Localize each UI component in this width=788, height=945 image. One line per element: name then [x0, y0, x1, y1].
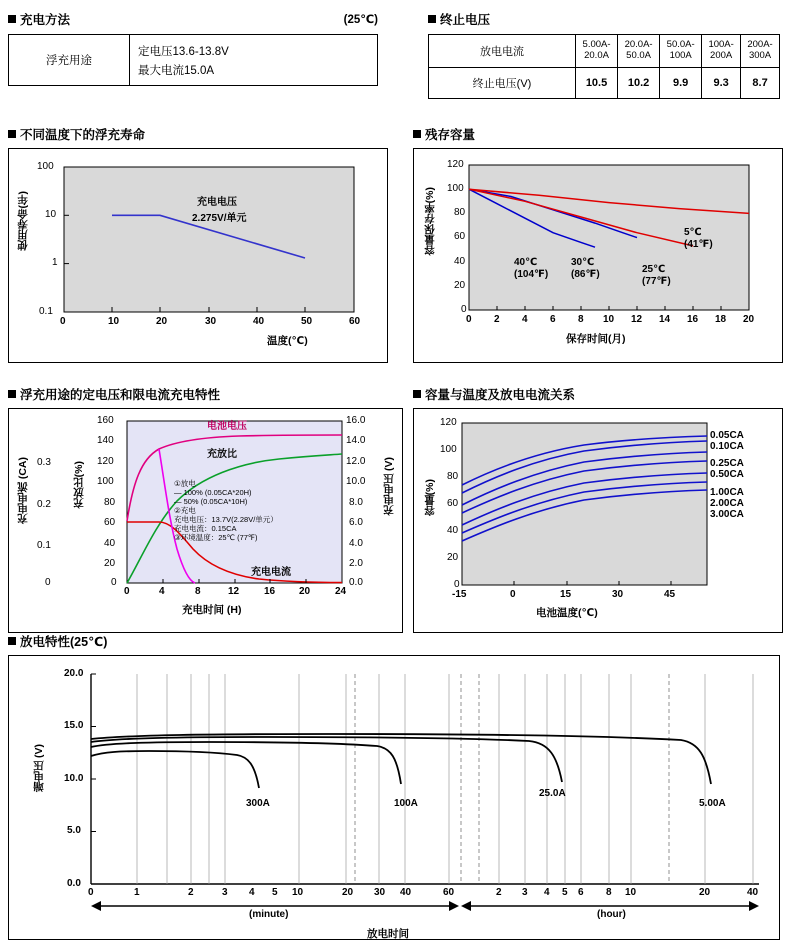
cap-temp-label-5: 2.00CA: [710, 498, 744, 509]
cap-temp-chart: [413, 408, 783, 633]
axis-group-minute: (minute): [249, 909, 289, 920]
xtick-8h: 8: [606, 887, 612, 898]
ytick-ca-0.3: 0.3: [37, 457, 51, 468]
ytick-10: 10: [45, 209, 57, 220]
cv-cc-title: 浮充用途的定电压和限电流充电特性: [8, 385, 403, 403]
xtick-16: 16: [264, 586, 276, 597]
ytick-20.0: 20.0: [64, 668, 84, 679]
cap-temp-ylabel: 容量(%): [424, 479, 436, 517]
xtick-2h: 2: [496, 887, 502, 898]
cap-temp-label-0: 0.05CA: [710, 430, 744, 441]
cutoff-row2-header: 终止电压(V): [429, 68, 576, 99]
residual-label-25c: 25℃ (77℉): [642, 264, 671, 287]
ytick-100: 100: [37, 161, 54, 172]
xtick-10: 10: [108, 316, 120, 327]
ytick-ca-0.1: 0.1: [37, 540, 51, 551]
cap-temp-label-3: 0.50CA: [710, 469, 744, 480]
ytick-pct-60: 60: [104, 517, 116, 528]
float-life-annotation-1: 充电电压: [197, 197, 237, 208]
cutoff-value-1: 10.2: [618, 68, 660, 99]
discharge-panel: [8, 632, 780, 940]
ytick-80: 80: [447, 471, 459, 482]
xtick-14: 14: [659, 314, 671, 325]
bullet-square-icon: [413, 390, 421, 398]
cutoff-value-2: 9.9: [660, 68, 702, 99]
cap-temp-label-6: 3.00CA: [710, 509, 744, 520]
xtick-60min: 60: [443, 887, 455, 898]
discharge-title: 放电特性(25℃): [8, 632, 780, 650]
ytick-v-14.0: 14.0: [346, 435, 366, 446]
discharge-curve-label-300a: 300A: [246, 798, 270, 809]
ytick-120: 120: [440, 417, 457, 428]
xtick-30: 30: [612, 589, 624, 600]
charge-method-title: 充电方法: [8, 10, 70, 28]
xtick-12: 12: [228, 586, 240, 597]
xtick-5h: 5: [562, 887, 568, 898]
ytick-0.0: 0.0: [67, 878, 81, 889]
ytick-0: 0: [461, 304, 467, 315]
table-row: [429, 35, 780, 68]
cutoff-value-0: 10.5: [576, 68, 618, 99]
residual-capacity-title: 残存容量: [413, 125, 783, 143]
cutoff-current-3: 100A- 200A: [702, 35, 741, 68]
discharge-curve-label-100a: 100A: [394, 798, 418, 809]
xtick-0: 0: [60, 316, 66, 327]
xtick-2: 2: [494, 314, 500, 325]
float-life-title: 不同温度下的浮充寿命: [8, 125, 388, 143]
cv-cc-label-voltage: 电池电压: [207, 421, 247, 432]
residual-capacity-chart: [413, 148, 783, 363]
bullet-square-icon: [428, 15, 436, 23]
cutoff-voltage-panel: [428, 10, 780, 99]
ytick-pct-100: 100: [97, 476, 114, 487]
xtick-4: 4: [249, 887, 255, 898]
ytick-120: 120: [447, 159, 464, 170]
residual-label-5c: 5℃ (41℉): [684, 227, 713, 250]
xtick-40: 40: [253, 316, 265, 327]
cap-temp-xlabel: 电池温度(℃): [536, 607, 598, 619]
ytick-100: 100: [447, 183, 464, 194]
cv-cc-chart: [8, 408, 403, 633]
xtick-4: 4: [159, 586, 165, 597]
xtick-20min: 20: [342, 887, 354, 898]
discharge-curve-label-5a: 5.00A: [699, 798, 726, 809]
xtick-8: 8: [195, 586, 201, 597]
xtick-2: 2: [188, 887, 194, 898]
float-life-ylabel: 使用寿命(年): [17, 191, 29, 251]
xtick-0: 0: [466, 314, 472, 325]
xtick-6h: 6: [578, 887, 584, 898]
ytick-0.1: 0.1: [39, 306, 53, 317]
residual-ylabel: 容量保存率(%): [424, 187, 436, 256]
charge-method-temp-note: (25℃): [343, 14, 378, 26]
residual-label-30c: 30℃ (86℉): [571, 257, 600, 280]
cv-cc-ylabel-left1: 充电电流 (CA): [17, 457, 29, 525]
xtick-50: 50: [301, 316, 313, 327]
xtick-0: 0: [510, 589, 516, 600]
cutoff-value-3: 9.3: [702, 68, 741, 99]
cap-temp-title: 容量与温度及放电电流关系: [413, 385, 783, 403]
xtick-30: 30: [205, 316, 217, 327]
ytick-10.0: 10.0: [64, 773, 84, 784]
xtick-4: 4: [522, 314, 528, 325]
discharge-chart: [8, 655, 780, 940]
bullet-square-icon: [8, 15, 16, 23]
cutoff-row1-header: 放电电流: [429, 35, 576, 68]
discharge-ylabel: 端电压 (V): [33, 744, 45, 793]
xtick-1: 1: [134, 887, 140, 898]
xtick-12: 12: [631, 314, 643, 325]
cap-temp-label-1: 0.10CA: [710, 441, 744, 452]
ytick-5.0: 5.0: [67, 825, 81, 836]
ytick-v-4.0: 4.0: [349, 538, 363, 549]
xtick-10h: 10: [625, 887, 637, 898]
residual-label-40c: 40℃ (104℉): [514, 257, 549, 280]
charge-method-row-label: 浮充用途: [9, 35, 130, 85]
discharge-xlabel: 放电时间: [367, 928, 409, 940]
float-life-annotation-2: 2.275V/单元: [192, 213, 247, 224]
charge-method-line2: 最大电流15.0A: [138, 64, 215, 77]
xtick-0: 0: [88, 887, 94, 898]
xtick-18: 18: [715, 314, 727, 325]
ytick-20: 20: [454, 280, 466, 291]
residual-xlabel: 保存时间(月): [566, 333, 626, 345]
bullet-square-icon: [8, 130, 16, 138]
xtick-24: 24: [335, 586, 347, 597]
cv-cc-label-ratio: 充放比: [207, 449, 237, 460]
xtick-40min: 40: [400, 887, 412, 898]
cv-cc-label-current: 充电电流: [251, 567, 291, 578]
ytick-1: 1: [52, 257, 58, 268]
xtick-15: 15: [560, 589, 572, 600]
ytick-100: 100: [440, 444, 457, 455]
ytick-v-6.0: 6.0: [349, 517, 363, 528]
xtick--15: -15: [452, 589, 467, 600]
ytick-ca-0: 0: [45, 577, 51, 588]
cutoff-current-4: 200A- 300A: [741, 35, 780, 68]
cutoff-current-1: 20.0A- 50.0A: [618, 35, 660, 68]
float-life-xlabel: 温度(℃): [267, 335, 308, 347]
ytick-ca-0.2: 0.2: [37, 499, 51, 510]
ytick-v-0.0: 0.0: [349, 577, 363, 588]
cv-cc-ylabel-left2: 充放比(%): [73, 461, 85, 509]
cv-cc-xlabel: 充电时间 (H): [182, 604, 242, 616]
bullet-square-icon: [413, 130, 421, 138]
bullet-square-icon: [8, 390, 16, 398]
xtick-40h: 40: [747, 887, 759, 898]
cv-cc-panel: [8, 385, 403, 633]
cutoff-current-0: 5.00A- 20.0A: [576, 35, 618, 68]
charge-method-panel: [8, 10, 378, 86]
xtick-16: 16: [687, 314, 699, 325]
float-life-chart: [8, 148, 388, 363]
xtick-60: 60: [349, 316, 361, 327]
cap-temp-label-2: 0.25CA: [710, 458, 744, 469]
xtick-20: 20: [299, 586, 311, 597]
cutoff-current-2: 50.0A- 100A: [660, 35, 702, 68]
xtick-3h: 3: [522, 887, 528, 898]
ytick-v-2.0: 2.0: [349, 558, 363, 569]
float-life-panel: [8, 125, 388, 363]
ytick-40: 40: [447, 525, 459, 536]
cv-cc-ylabel-right: 充电电压 (V): [383, 457, 395, 516]
charge-method-line1: 定电压13.6-13.8V: [138, 45, 229, 58]
residual-capacity-panel: [413, 125, 783, 363]
ytick-80: 80: [454, 207, 466, 218]
xtick-20: 20: [156, 316, 168, 327]
xtick-20h: 20: [699, 887, 711, 898]
ytick-60: 60: [454, 231, 466, 242]
ytick-0: 0: [454, 579, 460, 590]
float-life-plot: [9, 149, 387, 362]
ytick-v-12.0: 12.0: [346, 456, 366, 467]
xtick-45: 45: [664, 589, 676, 600]
bullet-square-icon: [8, 637, 16, 645]
cap-temp-panel: [413, 385, 783, 633]
ytick-40: 40: [454, 256, 466, 267]
ytick-pct-140: 140: [97, 435, 114, 446]
xtick-3: 3: [222, 887, 228, 898]
cutoff-value-4: 8.7: [741, 68, 780, 99]
cv-cc-notes: ①放电 — 100% (0.05CA*20H) — 50% (0.05CA*10H) ②充电 充电电压：13.7V(2.28V/单元） 充电电流：0.15CA ③环境温度：25℃ (77℉): [174, 479, 278, 542]
ytick-15.0: 15.0: [64, 720, 84, 731]
discharge-curve-label-25a: 25.0A: [539, 788, 566, 799]
axis-group-hour: (hour): [597, 909, 626, 920]
ytick-pct-160: 160: [97, 415, 114, 426]
xtick-10: 10: [603, 314, 615, 325]
xtick-10min: 10: [292, 887, 304, 898]
xtick-5: 5: [272, 887, 278, 898]
ytick-v-10.0: 10.0: [346, 476, 366, 487]
xtick-0: 0: [124, 586, 130, 597]
xtick-20: 20: [743, 314, 755, 325]
ytick-60: 60: [447, 498, 459, 509]
ytick-v-16.0: 16.0: [346, 415, 366, 426]
xtick-8: 8: [578, 314, 584, 325]
ytick-v-8.0: 8.0: [349, 497, 363, 508]
ytick-pct-20: 20: [104, 558, 116, 569]
xtick-30min: 30: [374, 887, 386, 898]
cap-temp-label-4: 1.00CA: [710, 487, 744, 498]
table-row: [429, 68, 780, 99]
xtick-6: 6: [550, 314, 556, 325]
ytick-pct-40: 40: [104, 538, 116, 549]
ytick-pct-0: 0: [111, 577, 117, 588]
xtick-4h: 4: [544, 887, 550, 898]
ytick-pct-80: 80: [104, 497, 116, 508]
cutoff-voltage-title: 终止电压: [428, 10, 780, 28]
ytick-pct-120: 120: [97, 456, 114, 467]
ytick-20: 20: [447, 552, 459, 563]
cutoff-voltage-table: [428, 34, 780, 99]
charge-method-table: [8, 34, 378, 86]
